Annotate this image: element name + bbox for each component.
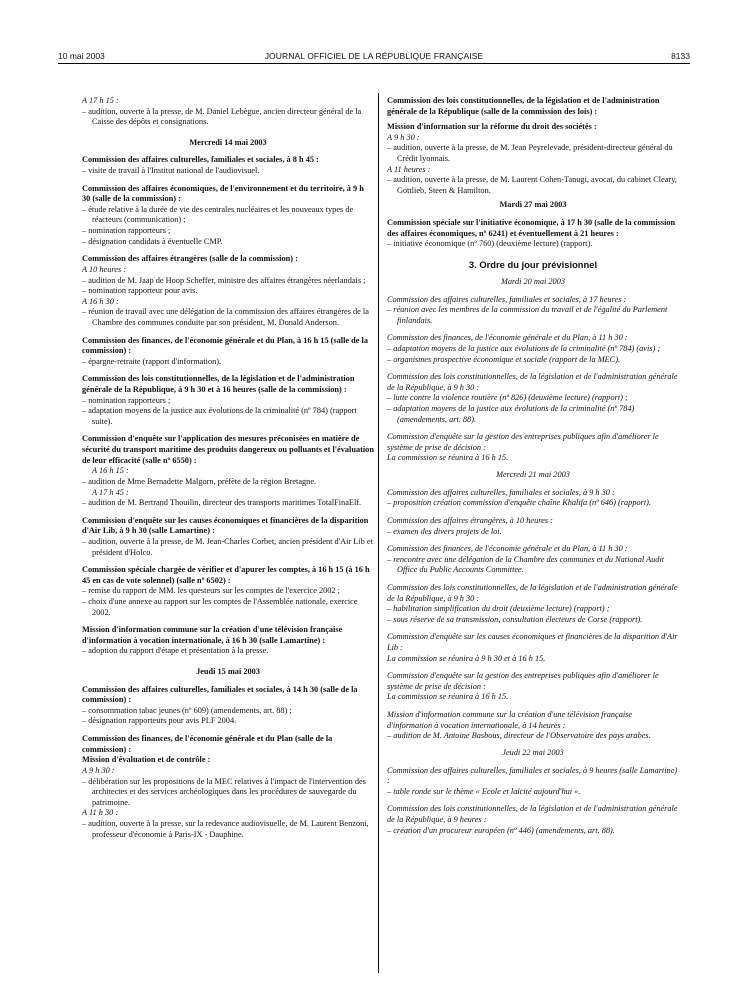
commission-heading: Commission des affaires culturelles, familiales et sociales, à 9 h 30 : <box>387 487 615 497</box>
commission-heading: Commission des finances, de l'économie générale et du Plan, à 11 h 30 : <box>387 333 628 343</box>
mission-subheading: Mission d'information sur la réforme du droit des sociétés : <box>387 122 597 132</box>
commission-heading: Commission des lois constitutionnelles, de la législation et de l'administration générale de la République, à 9 h 30 : <box>387 372 678 392</box>
agenda-item: – audition de M. Bertrand Thouilin, directeur des transports maritimes TotalFinaElf. <box>82 498 374 509</box>
time-label: A 9 h 30 : <box>82 765 115 775</box>
agenda-item: – audition, ouverte à la presse, de M. Daniel Lebègue, ancien directeur général de la Caisse des dépôts et consignations. <box>82 107 374 128</box>
agenda-item: – audition, ouverte à la presse, de M. Laurent Cohen-Tanugi, avocat, du cabinet Cleary, Gottlieb, Steen & Hamilton. <box>387 175 679 196</box>
day-heading: Jeudi 22 mai 2003 <box>502 747 564 757</box>
agenda-item: – initiative économique (nº 760) (deuxième lecture) (rapport). <box>387 239 679 250</box>
agenda-item: – organismes prospective économique et sociale (rapport de la MEC). <box>387 355 679 366</box>
commission-heading: Commission des finances, de l'économie générale et du Plan, à 11 h 30 : <box>387 544 628 554</box>
column-divider <box>378 93 379 973</box>
commission-heading: Commission d'enquête sur la gestion des entreprises publiques afin d'améliorer le système de prise de décision : <box>387 432 659 452</box>
agenda-item: – proposition création commission d'enquête chaîne Khalifa (nº 646) (rapport). <box>387 498 679 509</box>
agenda-item: – audition de M. Jaap de Hoop Scheffer, ministre des affaires étrangères néerlandais ; <box>82 276 374 287</box>
right-column <box>387 96 679 836</box>
day-heading: Mercredi 14 mai 2003 <box>189 137 267 147</box>
agenda-item: – examen des divers projets de loi. <box>387 527 679 538</box>
commission-heading: Commission spéciale chargée de vérifier et d'apurer les comptes, à 16 h 15 (à 16 h 45 en cas de vote solennel) (salle nº 6502) : <box>82 565 370 585</box>
time-label: A 11 h 30 : <box>82 808 119 818</box>
page-header <box>58 51 690 64</box>
agenda-note: La commission se réunira à 16 h 15. <box>387 692 509 702</box>
agenda-item: – désignation rapporteurs pour avis PLF 2004. <box>82 716 374 727</box>
commission-heading: Commission d'enquête sur les causes économiques et financières de la disparition d'Air Lib, à 9 h 30 (salle Lamartine) : <box>82 515 369 536</box>
agenda-item: – adaptation moyens de la justice aux évolutions de la criminalité (nº 784) (rapport suite). <box>82 406 374 427</box>
agenda-item: – choix d'une annexe au rapport sur les comptes de l'Assemblée nationale, exercice 2002. <box>82 597 374 618</box>
section-title: 3. Ordre du jour prévisionnel <box>468 258 598 270</box>
day-heading: Mardi 20 mai 2003 <box>501 276 565 286</box>
time-label: A 16 h 15 : <box>92 466 129 476</box>
commission-heading: Commission des affaires étrangères (salle de la commission) : <box>82 254 298 264</box>
day-heading: Jeudi 15 mai 2003 <box>196 667 260 677</box>
header-date: 10 mai 2003 <box>58 51 105 61</box>
commission-heading: Mission d'information commune sur la création d'une télévision française d'information à vocation internationale, à 14 heures : <box>387 710 633 730</box>
day-heading: Mardi 27 mai 2003 <box>499 200 567 210</box>
commission-heading: Commission spéciale sur l'initiative économique, à 17 h 30 (salle de la commission des affaires économiques, nº 6241) et éventuellement à 21 heures : <box>387 218 676 238</box>
agenda-item: – sous réserve de sa transmission, consultation électeurs de Corse (rapport). <box>387 615 679 626</box>
agenda-item: – table ronde sur le thème « Ecole et laïcité aujourd'hui ». <box>387 787 679 798</box>
agenda-item: – épargne-retraite (rapport d'information). <box>82 357 374 368</box>
agenda-item: – réunion avec les membres de la commission du travail et de l'égalité du Parlement finlandais. <box>387 305 679 326</box>
commission-heading: Commission des finances, de l'économie générale et du Plan (salle de la commission) : <box>82 734 333 754</box>
agenda-item: – audition de M. Antoine Basbous, directeur de l'Observatoire des pays arabes. <box>387 731 679 742</box>
commission-heading: Mission d'information commune sur la création d'une télévision française d'information à vocation internationale, à 16 h 30 (salle Lamartine) : <box>82 625 343 645</box>
agenda-item: – désignation candidats à éventuelle CMP. <box>82 237 374 248</box>
agenda-item: – habilitation simplification du droit (deuxième lecture) (rapport) ; <box>387 604 679 615</box>
commission-heading: Commission des lois constitutionnelles, de la législation et de l'administration générale de la République, à 9 heures : <box>387 804 678 824</box>
agenda-item: – audition de Mme Bernadette Malgorn, préfète de la région Bretagne. <box>82 477 374 488</box>
left-column <box>82 96 374 840</box>
agenda-item: – audition, ouverte à la presse, de M. Jean Peyrelevade, président-directeur général du Crédit lyonnais. <box>387 143 679 164</box>
agenda-item: – nomination rapporteurs ; <box>82 396 374 407</box>
commission-heading: Commission des affaires étrangères, à 10 heures : <box>387 515 553 525</box>
agenda-item: – étude relative à la durée de vie des centrales nucléaires et les nouveaux types de réacteurs (communication) ; <box>82 205 374 226</box>
agenda-item: – adaptation moyens de la justice aux évolutions de la criminalité (nº 784) (avis) ; <box>387 344 679 355</box>
agenda-item: – délibération sur les propositions de la MEC relatives à l'impact de l'intervention des architectes et des services archéologiques dans les procédures de sauvegarde du patrimoine. <box>82 777 374 809</box>
commission-heading: Commission des affaires culturelles, familiales et sociales, à 9 heures (salle Lamartine) : <box>387 765 678 786</box>
agenda-item: – consommation tabac jeunes (nº 609) (amendements, art. 88) ; <box>82 706 374 717</box>
agenda-note: La commission se réunira à 9 h 30 et à 16 h 15. <box>387 653 546 663</box>
agenda-item: – adoption du rapport d'étape et présentation à la presse. <box>82 646 374 657</box>
time-label: A 10 heures : <box>82 264 127 274</box>
agenda-item: – audition, ouverte à la presse, sur la redevance audiovisuelle, de M. Laurent Benzoni, professeur d'économie à Paris-IX - Dauphine. <box>82 819 374 840</box>
time-label: A 17 h 15 : <box>82 96 119 105</box>
commission-heading: Commission des lois constitutionnelles, de la législation et de l'administration générale de la République (salle de la commission des lois) : <box>387 96 660 116</box>
agenda-note: La commission se réunira à 16 h 15. <box>387 453 509 463</box>
agenda-item: – audition, ouverte à la presse, de M. Jean-Charles Corbet, ancien président d'Air Lib et président d'Holco. <box>82 537 374 558</box>
agenda-item: – nomination rapporteurs ; <box>82 226 374 237</box>
commission-heading: Commission d'enquête sur l'application des mesures préconisées en matière de sécurité du transport maritime des produits dangereux ou polluants et l'évaluation de leur efficacité (salle nº 6550) : <box>82 434 374 465</box>
commission-heading: Commission des lois constitutionnelles, de la législation et de l'administration générale de la République, à 9 h 30 et à 16 heures (salle de la commission) : <box>82 374 355 395</box>
agenda-item: – réunion de travail avec une délégation de la commission des affaires étrangères de la Chambre des communes conduite par son président, M. Donald Anderson. <box>82 307 374 328</box>
agenda-item: – rencontre avec une délégation de la Chambre des communes et du National Audit Office du Public Accounts Committee. <box>387 555 679 576</box>
commission-heading: Commission d'enquête sur la gestion des entreprises publiques afin d'améliorer le système de prise de décision : <box>387 671 659 691</box>
day-heading: Mercredi 21 mai 2003 <box>496 470 570 480</box>
agenda-item: – nomination rapporteur pour avis. <box>82 286 374 297</box>
commission-heading: Commission des affaires culturelles, familiales et sociales, à 8 h 45 : <box>82 155 319 165</box>
header-title: JOURNAL OFFICIEL DE LA RÉPUBLIQUE FRANÇAISE <box>264 51 484 61</box>
mission-subheading: Mission d'évaluation et de contrôle : <box>82 755 211 765</box>
agenda-item: – lutte contre la violence routière (nº 826) (deuxième lecture) (rapport) ; <box>387 393 679 404</box>
time-label: A 11 heures : <box>387 164 431 174</box>
agenda-item: – adaptation moyens de la justice aux évolutions de la criminalité (nº 784) (amendements, art. 88). <box>387 404 679 425</box>
header-page-number: 8133 <box>671 51 690 61</box>
agenda-item: – remise du rapport de MM. les questeurs sur les comptes de l'exercice 2002 ; <box>82 586 374 597</box>
time-label: A 17 h 45 : <box>92 487 129 497</box>
commission-heading: Commission d'enquête sur les causes économiques et financières de la disparition d'Air Lib : <box>387 632 678 653</box>
commission-heading: Commission des affaires culturelles, familiales et sociales, à 17 heures : <box>387 294 627 304</box>
agenda-item: – création d'un procureur européen (nº 446) (amendements, art. 88). <box>387 826 679 837</box>
commission-heading: Commission des affaires culturelles, familiales et sociales, à 14 h 30 (salle de la commission) : <box>82 684 358 705</box>
time-label: A 16 h 30 : <box>82 296 119 306</box>
commission-heading: Commission des lois constitutionnelles, de la législation et de l'administration générale de la République, à 9 h 30 : <box>387 582 678 603</box>
time-label: A 9 h 30 : <box>387 132 420 142</box>
commission-heading: Commission des finances, de l'économie générale et du Plan, à 16 h 15 (salle de la commission) : <box>82 335 368 356</box>
agenda-item: – visite de travail à l'Institut national de l'audiovisuel. <box>82 166 374 177</box>
commission-heading: Commission des affaires économiques, de l'environnement et du territoire, à 9 h 30 (salle de la commission) : <box>82 183 364 204</box>
